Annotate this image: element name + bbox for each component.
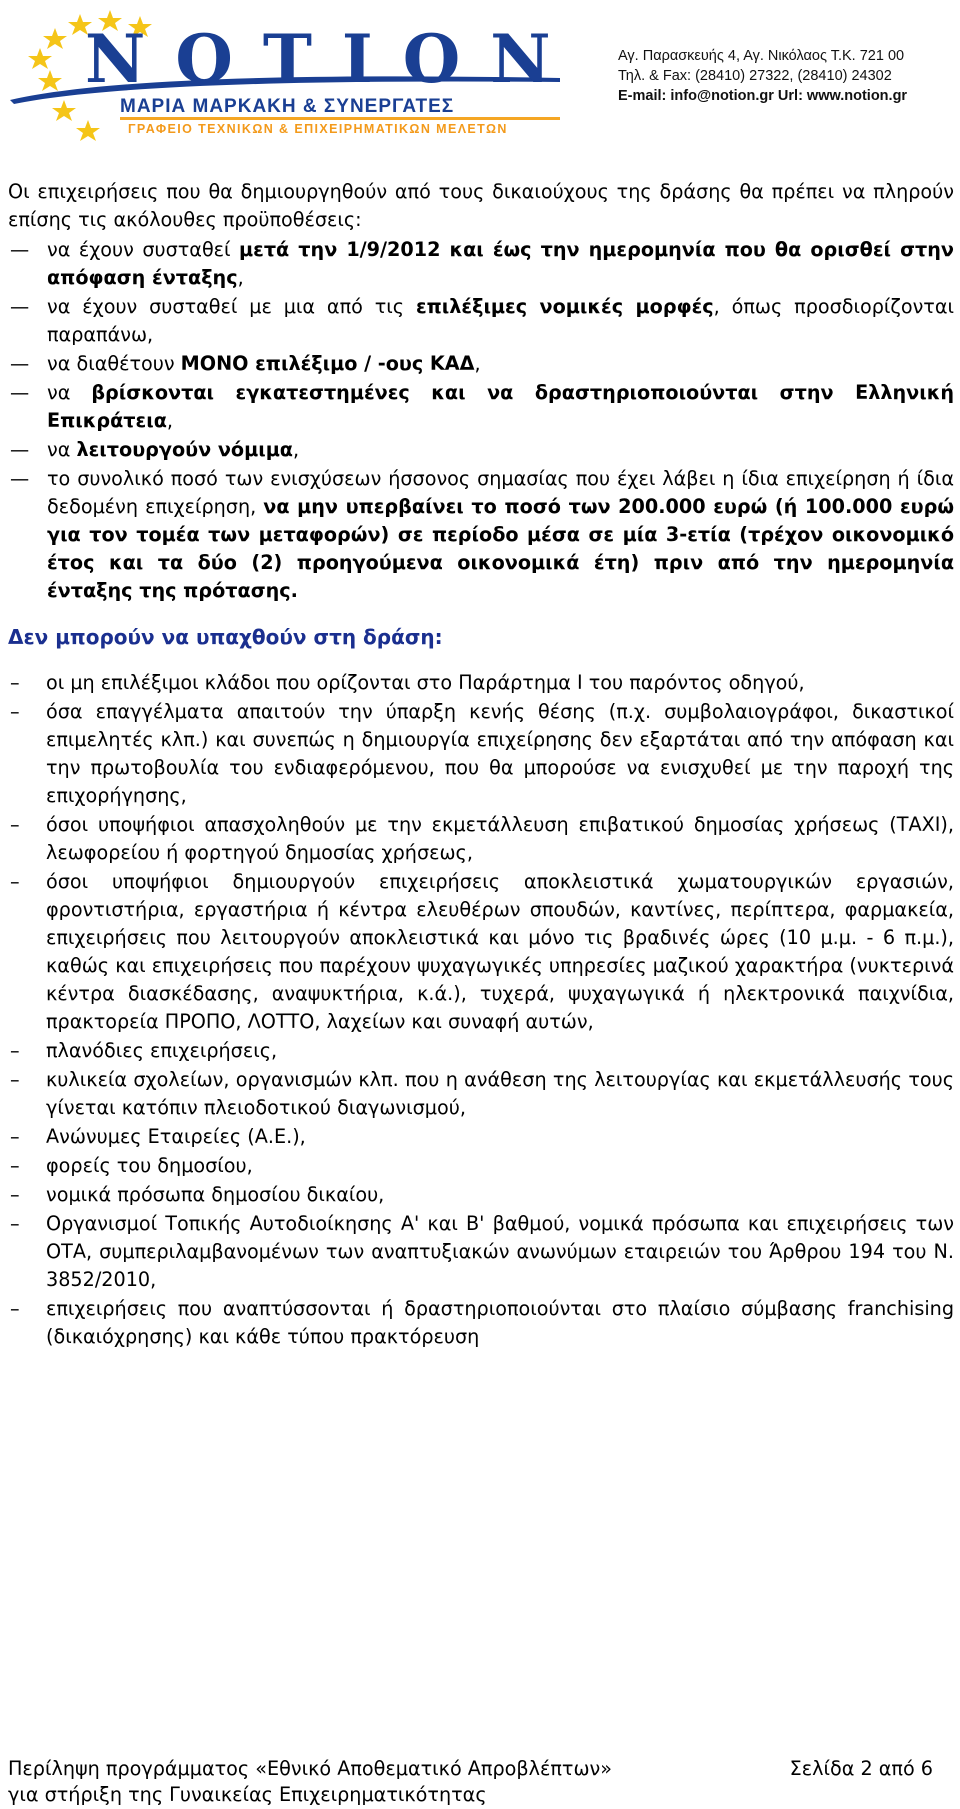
list-item: – επιχειρήσεις που αναπτύσσονται ή δραστηριοποιούνται στο πλαίσιο σύμβασης franchising (δικαιόχρησης) και κάθε τύπου πρακτόρευση xyxy=(8,1295,954,1351)
divider xyxy=(120,117,560,120)
firm-subtitle: ΓΡΑΦΕΙΟ ΤΕΧΝΙΚΩΝ & ΕΠΙΧΕΙΡΗΜΑΤΙΚΩΝ ΜΕΛΕΤΩΝ xyxy=(128,122,508,136)
firm-name: ΜΑΡΙΑ ΜΑΡΚΑΚΗ & ΣΥΝΕΡΓΑΤΕΣ xyxy=(120,96,455,117)
list-item: – Οργανισμοί Τοπικής Αυτοδιοίκησης Α' και Β' βαθμού, νομικά πρόσωπα και επιχειρήσεις των ΟΤΑ, συμπεριλαμβανομένων των αναπτυξιακών ανωνύμων εταιρειών του Άρθρου 194 του Ν. 3852/2010, xyxy=(8,1210,954,1294)
list-item: – όσοι υποψήφιοι απασχοληθούν με την εκμετάλλευση επιβατικού δημοσίας χρήσεως (ΤΑΧΙ), λεωφορείου ή φορτηγού δημοσίας χρήσεως, xyxy=(8,811,954,867)
exclusions-heading: Δεν μπορούν να υπαχθούν στη δράση: xyxy=(8,625,443,649)
list-item: – πλανόδιες επιχειρήσεις, xyxy=(8,1037,954,1065)
list-item: — να λειτουργούν νόμιμα, xyxy=(8,436,954,464)
footer-title: Περίληψη προγράμματος «Εθνικό Αποθεματικό Απροβλέπτων» για στήριξη της Γυναικείας Επιχειρηματικότητας xyxy=(8,1757,613,1806)
list-item: — να διαθέτουν ΜΟΝΟ επιλέξιμο / -ους ΚΑΔ, xyxy=(8,350,954,378)
list-item: – οι μη επιλέξιμοι κλάδοι που ορίζονται στο Παράρτημα Ι του παρόντος οδηγού, xyxy=(8,669,954,697)
exclusions-list xyxy=(8,669,954,1351)
list-item: – Ανώνυμες Εταιρείες (Α.Ε.), xyxy=(8,1123,954,1151)
list-item: — το συνολικό ποσό των ενισχύσεων ήσσονος σημασίας που έχει λάβει η ίδια επιχείρηση ή ίδια δεδομένη επιχείρηση, να μην υπερβαίνει το ποσό των 200.000 ευρώ (ή 100.000 ευρώ για τον τομέα των μεταφορών) σε περίοδο μέσα σε μία 3-ετία (τρέχον οικονομικό έτος και τα δύο (2) προηγούμενα οικονομικά έτη) πριν από την ημερομηνία ένταξης της πρότασης. xyxy=(8,465,954,605)
letterhead xyxy=(0,0,960,150)
list-item: – όσα επαγγέλματα απαιτούν την ύπαρξη κενής θέσης (π.χ. συμβολαιογράφοι, δικαστικοί επιμελητές κλπ.) και συνεπώς η δημιουργία επιχείρησης δεν εξαρτάται από την απόφαση και την πρωτοβουλία του ενδιαφερόμενου, που θα μπορούσε να ενισχυθεί με την παροχή της επιχορήγησης, xyxy=(8,698,954,810)
page-number: Σελίδα 2 από 6 xyxy=(789,1757,933,1780)
logo-word: NOTION xyxy=(85,20,581,98)
notion-logo xyxy=(0,0,581,150)
list-item: – κυλικεία σχολείων, οργανισμών κλπ. που η ανάθεση της λειτουργίας και εκμετάλλευσής τους γίνεται κατόπιν πλειοδοτικού διαγωνισμού, xyxy=(8,1066,954,1122)
list-item: – όσοι υποψήφιοι δημιουργούν επιχειρήσεις αποκλειστικά χωματουργικών εργασιών, φροντιστήρια, εργαστήρια ή κέντρα ελευθέρων σπουδών, καντίνες, περίπτερα, φαρμακεία, επιχειρήσεις που λειτουργούν αποκλειστικά και μόνο τις βραδινές ώρες (10 μ.μ. - 6 π.μ.), καθώς και επιχειρήσεις που παρέχουν ψυχαγωγικές υπηρεσίες μαζικού χαρακτήρα (νυκτερινά κέντρα διασκέδασης, αναψυκτήρια, κ.ά.), τυχερά, ψυχαγωγικά ή ηλεκτρονικά παιχνίδια, πρακτορεία ΠΡΟΠΟ, ΛΟΤΤΟ, λαχείων και συναφή αυτών, xyxy=(8,868,954,1036)
intro-paragraph: Οι επιχειρήσεις που θα δημιουργηθούν από τους δικαιούχους της δράσης θα πρέπει να πληρούν επίσης τις ακόλουθες προϋποθέσεις: xyxy=(8,180,954,231)
address: Αγ. Παρασκευής 4, Αγ. Νικόλαος Τ.Κ. 721 00 xyxy=(618,48,905,64)
list-item: — να έχουν συσταθεί μετά την 1/9/2012 και έως την ημερομηνία που θα ορισθεί στην απόφαση ένταξης, xyxy=(8,236,954,292)
email-url: E-mail: info@notion.gr Url: www.notion.gr xyxy=(618,88,908,104)
list-item: – νομικά πρόσωπα δημοσίου δικαίου, xyxy=(8,1181,954,1209)
phone: Τηλ. & Fax: (28410) 27322, (28410) 24302 xyxy=(618,68,892,84)
conditions-list xyxy=(8,236,954,605)
document-body xyxy=(8,178,954,1352)
list-item: — να βρίσκονται εγκατεστημένες και να δραστηριοποιούνται στην Ελληνική Επικράτεια, xyxy=(8,379,954,435)
contact-info xyxy=(618,46,953,106)
list-item: – φορείς του δημοσίου, xyxy=(8,1152,954,1180)
list-item: — να έχουν συσταθεί με μια από τις επιλέξιμες νομικές μορφές, όπως προσδιορίζονται παραπάνω, xyxy=(8,293,954,349)
